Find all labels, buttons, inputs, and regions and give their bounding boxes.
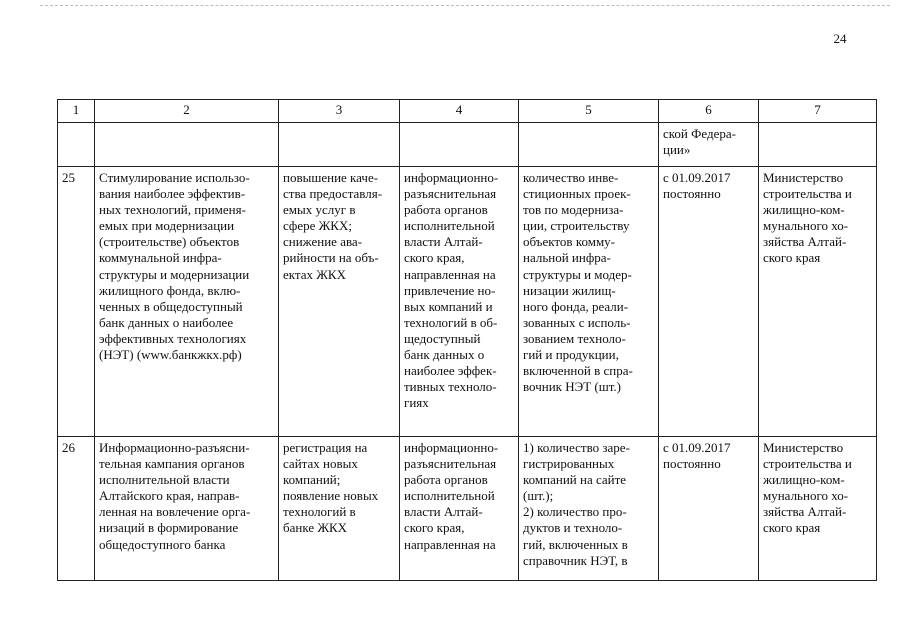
header-cell: 2 xyxy=(95,100,279,123)
header-cell: 6 xyxy=(659,100,759,123)
header-cell: 7 xyxy=(759,100,877,123)
table-cell xyxy=(759,123,877,167)
table-row xyxy=(58,437,877,581)
mechanism-cell: информационно- разъяснительная работа органов исполнительной власти Алтай- ского края, направленная на xyxy=(400,437,519,581)
result-cell: регистрация на сайтах новых компаний; появление новых технологий в банке ЖКХ xyxy=(279,437,400,581)
continuation-row xyxy=(58,123,877,167)
table-cell: ской Федера- ции» xyxy=(659,123,759,167)
table-header-row xyxy=(58,100,877,123)
event-cell: Информационно-разъясни- тельная кампания органов исполнительной власти Алтайского края, направ- ленная на вовлечение орга- низаций в формирование общедоступного банка xyxy=(95,437,279,581)
page-number: 24 xyxy=(833,31,847,46)
table-cell xyxy=(400,123,519,167)
header-cell: 4 xyxy=(400,100,519,123)
term-cell: с 01.09.2017 постоянно xyxy=(659,437,759,581)
table-cell xyxy=(58,123,95,167)
table-row xyxy=(58,167,877,437)
event-cell: Стимулирование использо- вания наиболее эффектив- ных технологий, применя- емых при модернизации (строительстве) объектов коммунальной инфра- структуры и модернизации жилищного фонда, вклю- ченных в общедоступный банк данных о наиболее эффективных технологиях (НЭТ) (www.банкжкх.рф) xyxy=(95,167,279,437)
indicator-cell: 1) количество заре- гистрированных компаний на сайте (шт.); 2) количество про- дуктов и техноло- гий, включенных в справочник НЭТ, в xyxy=(519,437,659,581)
scan-edge-line xyxy=(40,5,890,6)
table-cell xyxy=(279,123,400,167)
table-cell xyxy=(519,123,659,167)
term-cell: с 01.09.2017 постоянно xyxy=(659,167,759,437)
executor-cell: Министерство строительства и жилищно-ком- мунального хо- зяйства Алтай- ского края xyxy=(759,167,877,437)
indicator-cell: количество инве- стиционных проек- тов по модерниза- ции, строительству объектов комму- нальной инфра- структуры и модер- низации жилищ- ного фонда, реали- зованных с исполь- зованием техноло- гий и продукции, включенной в спра- вочник НЭТ (шт.) xyxy=(519,167,659,437)
result-cell: повышение каче- ства предоставля- емых услуг в сфере ЖКХ; снижение ава- рийности на объ- ектах ЖКХ xyxy=(279,167,400,437)
mechanism-cell: информационно- разъяснительная работа органов исполнительной власти Алтай- ского края, направленная на привлечение но- вых компаний и технологий в об- щедоступный банк данных о наиболее эффек- тивных техноло- гиях xyxy=(400,167,519,437)
row-number-cell: 26 xyxy=(58,437,95,581)
header-cell: 3 xyxy=(279,100,400,123)
row-number-cell: 25 xyxy=(58,167,95,437)
table-cell xyxy=(95,123,279,167)
measures-table xyxy=(57,99,877,581)
executor-cell: Министерство строительства и жилищно-ком- мунального хо- зяйства Алтай- ского края xyxy=(759,437,877,581)
header-cell: 1 xyxy=(58,100,95,123)
header-cell: 5 xyxy=(519,100,659,123)
